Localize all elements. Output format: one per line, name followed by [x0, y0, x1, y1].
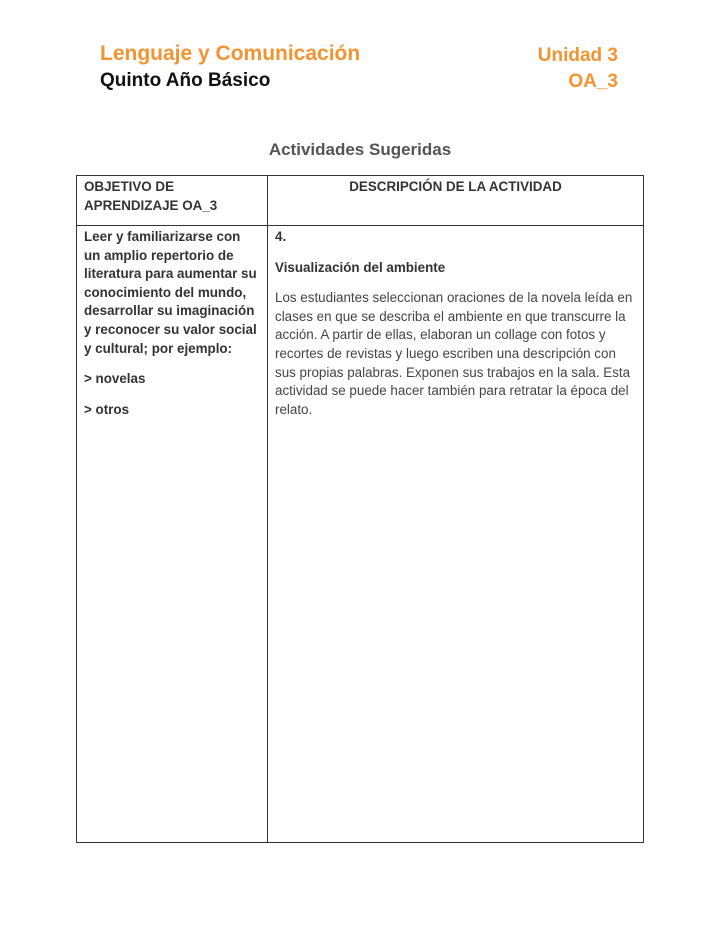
objective-text: Leer y familiarizarse con un amplio repertorio de literatura para aumentar su conocimiento del mundo, desarrollar su imaginación y reconocer su valor social y cultural; por ejemplo:	[84, 229, 257, 356]
activity-cell	[268, 226, 644, 843]
objective-item-novelas: > novelas	[84, 371, 146, 387]
activity-number: 4.	[275, 229, 287, 244]
grade-subtitle: Quinto Año Básico	[100, 70, 271, 91]
activity-table	[76, 175, 644, 843]
objective-cell	[77, 226, 268, 843]
objective-item-otros: > otros	[84, 401, 130, 417]
objective-column-header: OBJETIVO DE APRENDIZAJE OA_3	[77, 176, 268, 226]
section-title: Actividades Sugeridas	[268, 140, 452, 159]
table-row	[77, 226, 644, 843]
activity-title: Visualización del ambiente	[275, 259, 446, 275]
table-header-row	[77, 176, 644, 226]
subject-title: Lenguaje y Comunicación	[100, 42, 361, 65]
unit-label: Unidad 3	[537, 45, 618, 66]
objective-code-label: OA_3	[568, 71, 618, 92]
activity-description: Los estudiantes seleccionan oraciones de la novela leída en clases en que se describa el ambiente en que transcurre la acción. A partir de ellas, elaboran un collage con fotos y recortes de revistas y luego escriben una descripción con sus propias palabras. Exponen sus trabajos en la sala. Esta actividad se puede hacer también para retratar la época del relato.	[275, 290, 633, 417]
description-column-header: DESCRIPCIÓN DE LA ACTIVIDAD	[268, 176, 644, 226]
